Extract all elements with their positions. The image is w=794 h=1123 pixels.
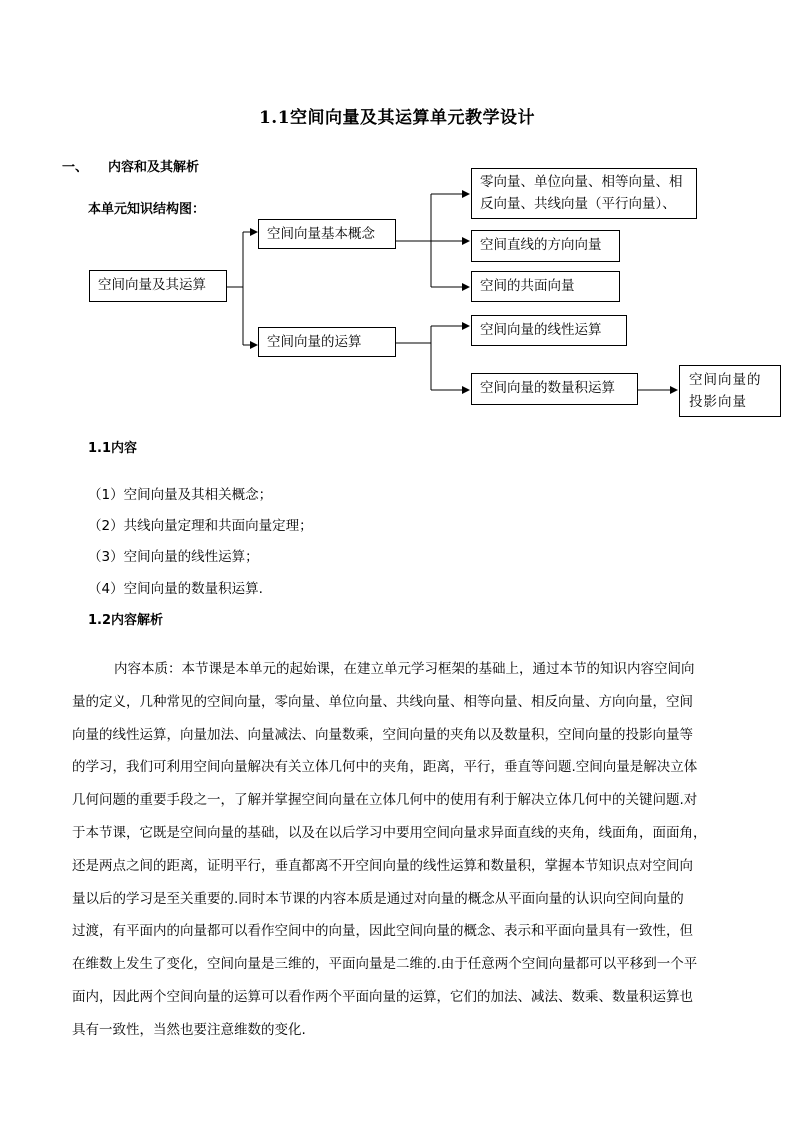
paragraph-line: 的学习，我们可利用空间向量解决有关立体几何中的夹角，距离，平行，垂直等问题.空间向量是解决立体 xyxy=(72,759,698,776)
direction-vector-node: 空间直线的方向向量 xyxy=(471,230,620,262)
root-node: 空间向量及其运算 xyxy=(89,270,227,302)
paragraph-line: 还是两点之间的距离，证明平行，垂直都离不开空间向量的线性运算和数量积，掌握本节知识点对空间向 xyxy=(72,857,693,874)
coplanar-vector-node: 空间的共面向量 xyxy=(471,271,620,302)
paragraph-line: 内容本质：本节课是本单元的起始课，在建立单元学习框架的基础上，通过本节的知识内容空间向 xyxy=(114,661,695,677)
content-item: （2）共线向量定理和共面向量定理； xyxy=(88,518,313,534)
subsection-heading-1-1: 1.1内容 xyxy=(88,441,138,456)
paragraph-line: 具有一致性，当然也要注意维数的变化. xyxy=(72,1021,306,1038)
concepts-node: 空间向量基本概念 xyxy=(258,219,396,249)
operations-node: 空间向量的运算 xyxy=(258,327,396,357)
projection-node: 空间向量的投影向量 xyxy=(679,365,781,417)
page-title: 1.1空间向量及其运算单元教学设计 xyxy=(258,108,536,128)
dot-product-node: 空间向量的数量积运算 xyxy=(471,373,638,405)
paragraph-line: 于本节课，它既是空间向量的基础，以及在以后学习中要用空间向量求异面直线的夹角，线面角，面面角， xyxy=(72,824,707,841)
paragraph-line: 向量的线性运算，向量加法、向量减法、向量数乘，空间向量的夹角以及数量积，空间向量的投影向量等 xyxy=(72,726,693,743)
diagram-connectors xyxy=(0,0,794,440)
content-item: （3）空间向量的线性运算； xyxy=(88,549,259,565)
paragraph-line: 在维数上发生了变化，空间向量是三维的，平面向量是二维的.由于任意两个空间向量都可以平移到一个平 xyxy=(72,956,698,973)
paragraph-line: 面内，因此两个空间向量的运算可以看作两个平面向量的运算，它们的加法、减法、数乘、数量积运算也 xyxy=(72,988,693,1005)
section-number: 一、 xyxy=(62,160,89,175)
paragraph-line: 量的定义，几种常见的空间向量，零向量、单位向量、共线向量、相等向量、相反向量、方向向量，空间 xyxy=(72,693,693,710)
linear-ops-node: 空间向量的线性运算 xyxy=(471,315,627,346)
content-item: （1）空间向量及其相关概念； xyxy=(88,487,273,503)
paragraph-line: 过渡，有平面内的向量都可以看作空间中的向量，因此空间向量的概念、表示和平面向量具有一致性，但 xyxy=(72,923,693,940)
analysis-paragraph xyxy=(72,653,732,1047)
subsection-heading-1-2: 1.2内容解析 xyxy=(88,613,164,628)
special-vectors-node: 零向量、单位向量、相等向量、相反向量、共线向量（平行向量）、 xyxy=(471,168,697,219)
diagram-label: 本单元知识结构图： xyxy=(88,202,206,217)
paragraph-line: 几何问题的重要手段之一，了解并掌握空间向量在立体几何中的使用有利于解决立体几何中的关键问题.对 xyxy=(72,792,698,809)
section-heading-text: 内容和及其解析 xyxy=(108,160,200,175)
paragraph-line: 量以后的学习是至关重要的.同时本节课的内容本质是通过对向量的概念从平面向量的认识向空间向量的 xyxy=(72,890,684,907)
content-item: （4）空间向量的数量积运算. xyxy=(88,581,263,597)
